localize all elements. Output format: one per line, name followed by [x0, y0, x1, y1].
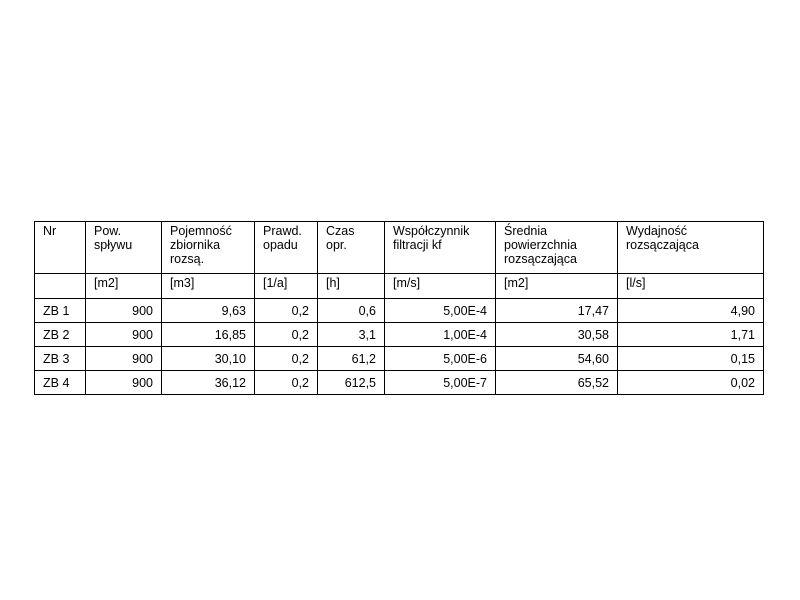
cell-tank-capacity[interactable]: 30,10 [162, 347, 255, 371]
cell-filtration-coefficient[interactable]: 1,00E-4 [385, 323, 496, 347]
cell-rain-probability[interactable]: 0,2 [255, 299, 318, 323]
cell-tank-capacity[interactable]: 16,85 [162, 323, 255, 347]
unit-cell[interactable]: [1/a] [255, 274, 318, 299]
cell-infiltration-area[interactable]: 65,52 [496, 371, 618, 395]
header-cell-filtration-coefficient[interactable]: Współczynnik filtracji kf [385, 222, 496, 274]
cell-catchment-area[interactable]: 900 [86, 347, 162, 371]
cell-drain-time[interactable]: 612,5 [318, 371, 385, 395]
table-row [35, 371, 764, 395]
cell-infiltration-capacity[interactable]: 0,15 [618, 347, 764, 371]
cell-tank-capacity[interactable]: 36,12 [162, 371, 255, 395]
cell-nr[interactable]: ZB 3 [35, 347, 86, 371]
table-row [35, 347, 764, 371]
header-cell-infiltration-capacity[interactable]: Wydajność rozsączająca [618, 222, 764, 274]
unit-cell[interactable] [35, 274, 86, 299]
unit-cell[interactable]: [m2] [496, 274, 618, 299]
cell-catchment-area[interactable]: 900 [86, 371, 162, 395]
cell-infiltration-area[interactable]: 30,58 [496, 323, 618, 347]
retention-tank-table [34, 221, 764, 395]
cell-drain-time[interactable]: 61,2 [318, 347, 385, 371]
cell-infiltration-capacity[interactable]: 4,90 [618, 299, 764, 323]
table-row [35, 299, 764, 323]
cell-infiltration-capacity[interactable]: 1,71 [618, 323, 764, 347]
cell-catchment-area[interactable]: 900 [86, 299, 162, 323]
header-cell-drain-time[interactable]: Czas opr. [318, 222, 385, 274]
cell-filtration-coefficient[interactable]: 5,00E-6 [385, 347, 496, 371]
cell-nr[interactable]: ZB 1 [35, 299, 86, 323]
cell-filtration-coefficient[interactable]: 5,00E-7 [385, 371, 496, 395]
header-cell-rain-probability[interactable]: Prawd. opadu [255, 222, 318, 274]
cell-infiltration-area[interactable]: 17,47 [496, 299, 618, 323]
unit-cell[interactable]: [m/s] [385, 274, 496, 299]
cell-rain-probability[interactable]: 0,2 [255, 323, 318, 347]
cell-filtration-coefficient[interactable]: 5,00E-4 [385, 299, 496, 323]
cell-rain-probability[interactable]: 0,2 [255, 371, 318, 395]
unit-cell[interactable]: [m3] [162, 274, 255, 299]
header-cell-infiltration-area[interactable]: Średnia powierzchnia rozsączająca [496, 222, 618, 274]
table-row [35, 323, 764, 347]
unit-cell[interactable]: [m2] [86, 274, 162, 299]
unit-cell[interactable]: [l/s] [618, 274, 764, 299]
cell-infiltration-capacity[interactable]: 0,02 [618, 371, 764, 395]
header-row [35, 222, 764, 274]
cell-tank-capacity[interactable]: 9,63 [162, 299, 255, 323]
cell-drain-time[interactable]: 0,6 [318, 299, 385, 323]
cell-drain-time[interactable]: 3,1 [318, 323, 385, 347]
header-cell-catchment-area[interactable]: Pow. spływu [86, 222, 162, 274]
header-cell-nr[interactable]: Nr [35, 222, 86, 274]
units-row [35, 274, 764, 299]
header-cell-tank-capacity[interactable]: Pojemność zbiornika rozsą. [162, 222, 255, 274]
cell-rain-probability[interactable]: 0,2 [255, 347, 318, 371]
cell-nr[interactable]: ZB 4 [35, 371, 86, 395]
unit-cell[interactable]: [h] [318, 274, 385, 299]
cell-infiltration-area[interactable]: 54,60 [496, 347, 618, 371]
cell-nr[interactable]: ZB 2 [35, 323, 86, 347]
cell-catchment-area[interactable]: 900 [86, 323, 162, 347]
